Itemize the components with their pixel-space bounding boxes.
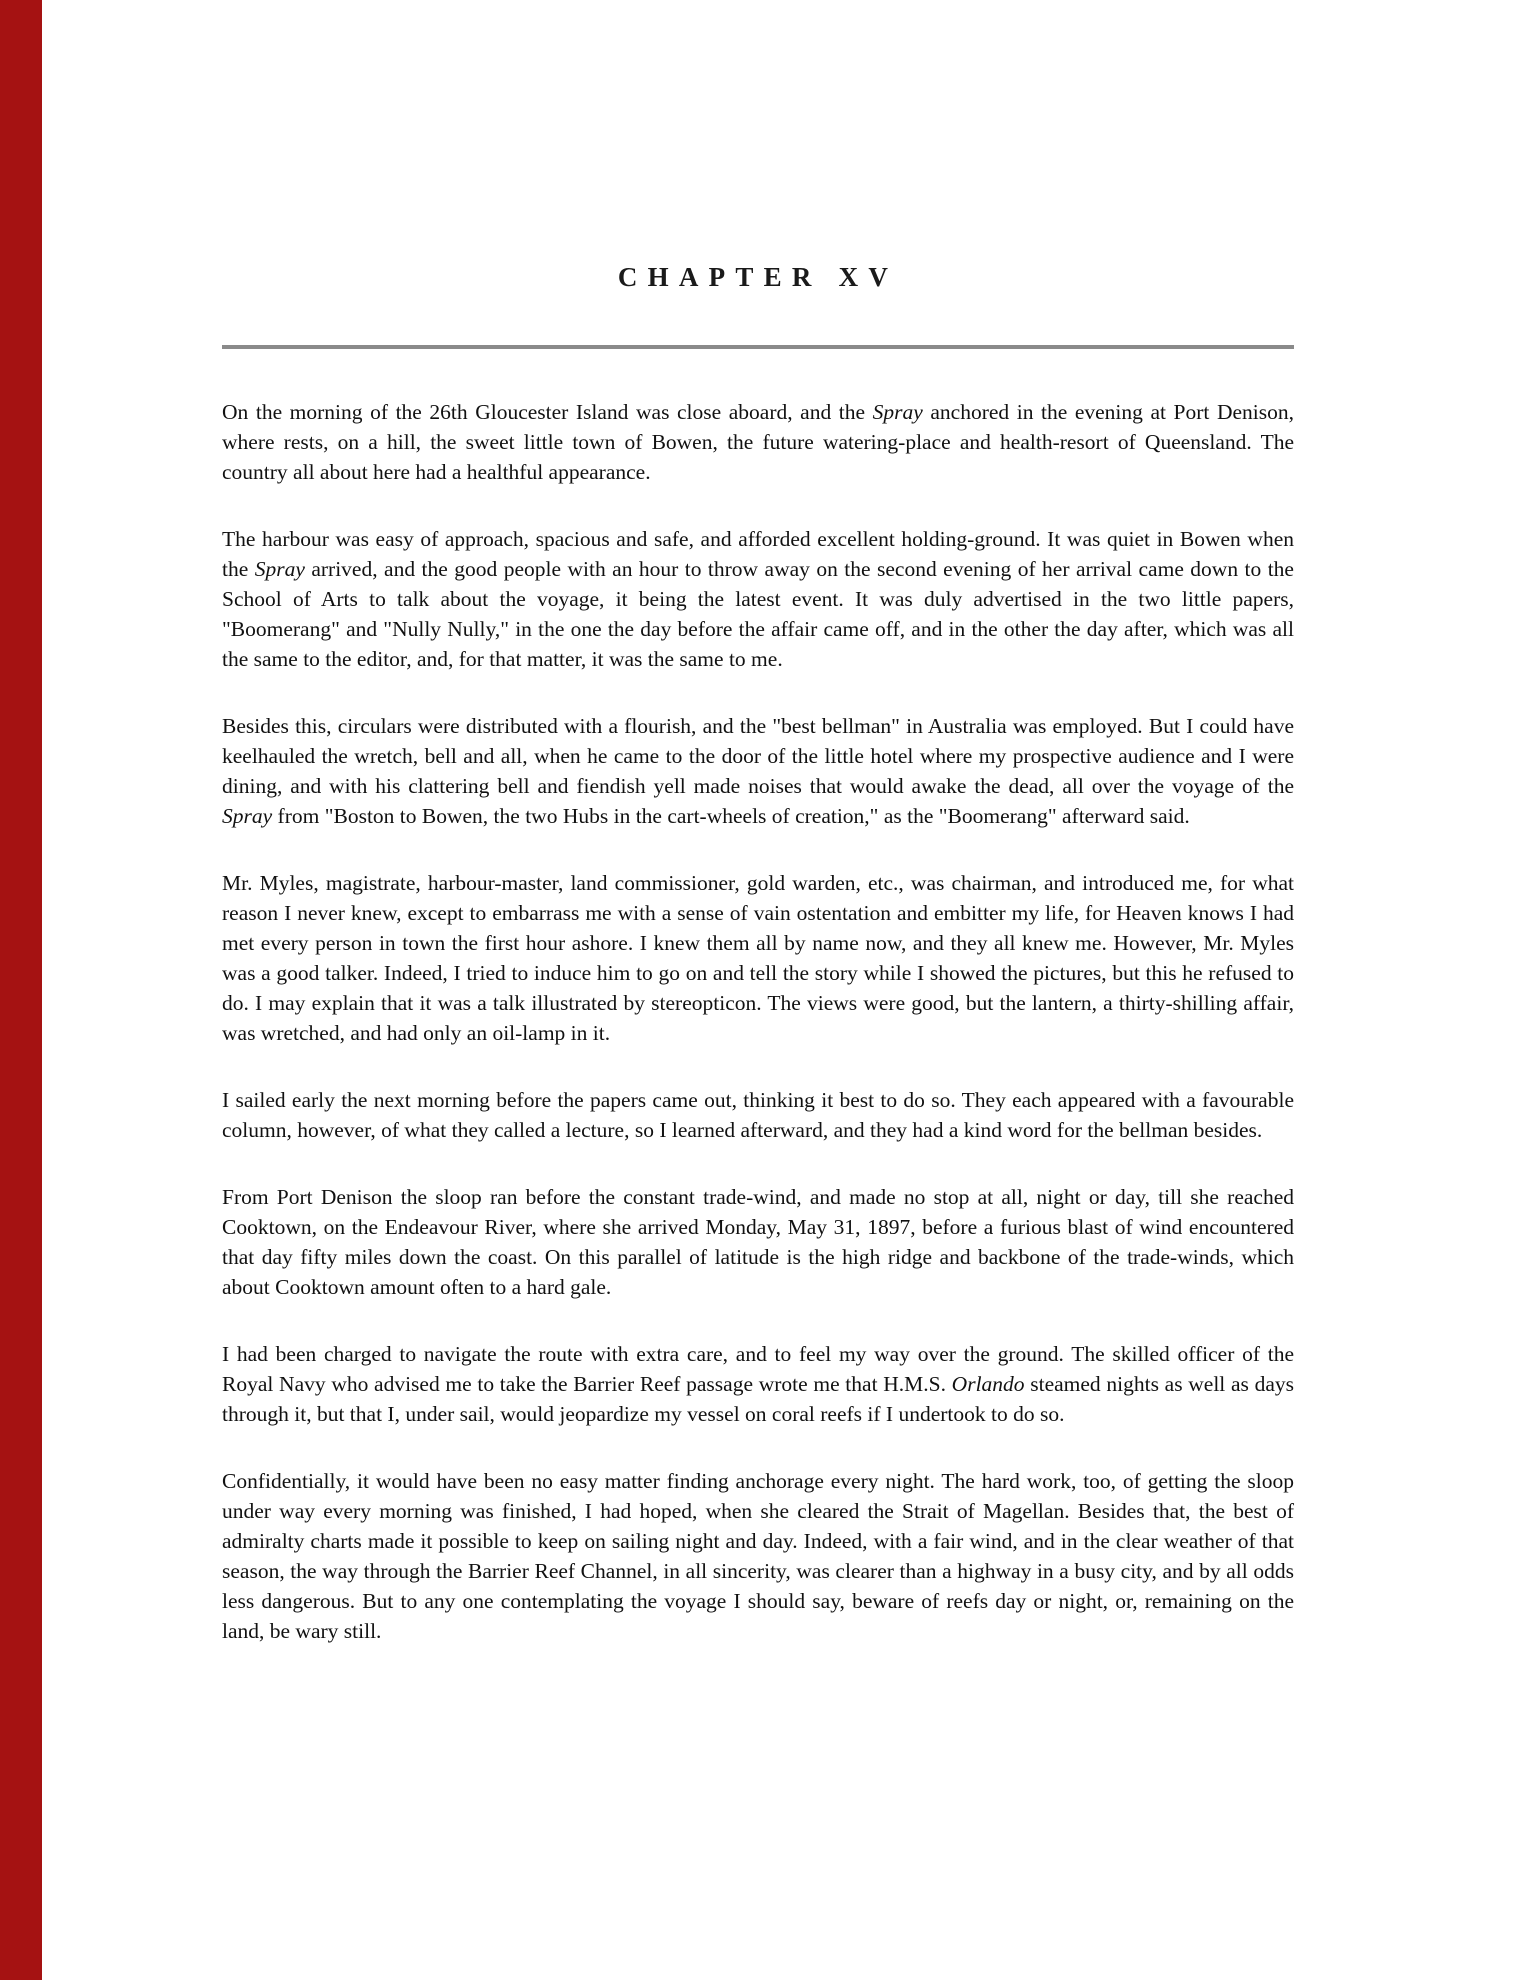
text-run: steamed nights as well as days through it, but that I, under sail, would jeopardize my vessel on coral reefs if I undertook to do so. <box>222 1372 1294 1426</box>
text-run: Confidentially, it would have been no easy matter finding anchorage every night. The hard work, too, of getting the sloop under way every morning was finished, I had hoped, when she cleared the Strait of Magellan. Besides that, the best of admiralty charts made it possible to keep on sailing night and day. Indeed, with a fair wind, and in the clear weather of that season, the way through the Barrier Reef Channel, in all sincerity, was clearer than a highway in a busy city, and by all odds less dangerous. But to any one contemplating the voyage I should say, beware of reefs day or night, or, remaining on the land, be wary still. <box>222 1469 1294 1643</box>
italic-text: Orlando <box>951 1372 1025 1396</box>
text-run: arrived, and the good people with an hour to throw away on the second evening of her arrival came down to the School of Arts to talk about the voyage, it being the latest event. It was duly advertised in the two little papers, "Boomerang" and "Nully Nully," in the one the day before the affair came off, and in the other the day after, which was all the same to the editor, and, for that matter, it was the same to me. <box>222 557 1294 671</box>
text-run: On the morning of the 26th Gloucester Island was close aboard, and the <box>222 400 873 424</box>
paragraph <box>222 868 1294 1048</box>
paragraph <box>222 711 1294 831</box>
page-content <box>222 0 1294 1683</box>
text-run: Besides this, circulars were distributed with a flourish, and the "best bellman" in Australia was employed. But I could have keelhauled the wretch, bell and all, when he came to the door of the little hotel where my prospective audience and I were dining, and with his clattering bell and fiendish yell made noises that would awake the dead, all over the voyage of the <box>222 714 1294 798</box>
italic-text: Spray <box>872 400 923 424</box>
title-divider <box>222 345 1294 349</box>
paragraph <box>222 397 1294 487</box>
text-run: anchored in the evening at Port Denison, where rests, on a hill, the sweet little town of Bowen, the future watering-place and health-resort of Queensland. The country all about here had a healthful appearance. <box>222 400 1294 484</box>
text-run: From Port Denison the sloop ran before the constant trade-wind, and made no stop at all, night or day, till she reached Cooktown, on the Endeavour River, where she arrived Monday, May 31, 1897, before a furious blast of wind encountered that day fifty miles down the coast. On this parallel of latitude is the high ridge and backbone of the trade-winds, which about Cooktown amount often to a hard gale. <box>222 1185 1294 1299</box>
paragraph <box>222 524 1294 674</box>
italic-text: Spray <box>254 557 305 581</box>
paragraph <box>222 1339 1294 1429</box>
text-run: I sailed early the next morning before the papers came out, thinking it best to do so. They each appeared with a favourable column, however, of what they called a lecture, so I learned afterward, and they had a kind word for the bellman besides. <box>222 1088 1294 1142</box>
text-run: from "Boston to Bowen, the two Hubs in the cart-wheels of creation," as the "Boomerang" afterward said. <box>272 804 1190 828</box>
paragraph <box>222 1182 1294 1302</box>
text-run: I had been charged to navigate the route with extra care, and to feel my way over the ground. The skilled officer of the Royal Navy who advised me to take the Barrier Reef passage wrote me that H.M.S. <box>222 1342 1294 1396</box>
italic-text: Spray <box>222 804 273 828</box>
page-edge-band <box>0 0 42 1980</box>
paragraph <box>222 1085 1294 1145</box>
text-run: The harbour was easy of approach, spacious and safe, and afforded excellent holding-ground. It was quiet in Bowen when the <box>222 527 1294 581</box>
text-run: Mr. Myles, magistrate, harbour-master, land commissioner, gold warden, etc., was chairman, and introduced me, for what reason I never knew, except to embarrass me with a sense of vain ostentation and embitter my life, for Heaven knows I had met every person in town the first hour ashore. I knew them all by name now, and they all knew me. However, Mr. Myles was a good talker. Indeed, I tried to induce him to go on and tell the story while I showed the pictures, but this he refused to do. I may explain that it was a talk illustrated by stereopticon. The views were good, but the lantern, a thirty-shilling affair, was wretched, and had only an oil-lamp in it. <box>222 871 1294 1045</box>
page-body <box>222 397 1294 1646</box>
paragraph <box>222 1466 1294 1646</box>
chapter-title: CHAPTER XV <box>617 262 899 292</box>
